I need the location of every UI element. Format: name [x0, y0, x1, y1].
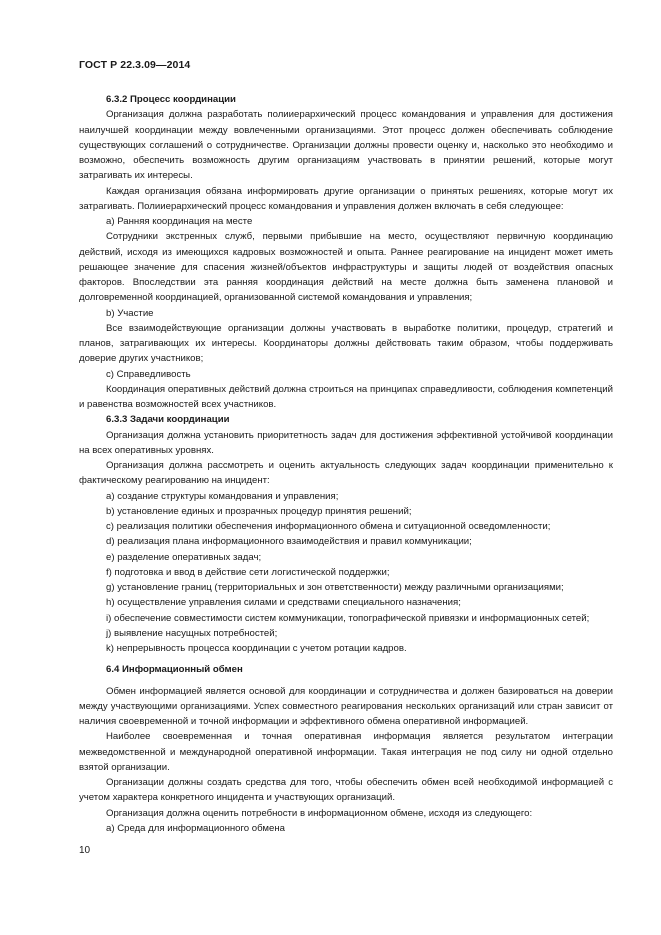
- document-body: [79, 92, 613, 836]
- subitem-title: а) Среда для информационного обмена: [106, 822, 285, 834]
- paragraph: Сотрудники экстренных служб, первыми прибывшие на место, осуществляют первичную координацию действий, исходя из имеющихся кадровых возможностей и опыта. Раннее реагирование на инцидент может иметь решающее значение для спасения жизней/объектов инфраструктуры и защиты людей от воздействия опасных факторов. Впоследствии эта ранняя координация действий на месте должна быть заменена плановой и долговременной координацией, организованной системой командования и управления;: [79, 231, 613, 304]
- section-6-3-3-heading: 6.3.3 Задачи координации: [106, 414, 230, 426]
- document-code: ГОСТ Р 22.3.09—2014: [79, 59, 191, 71]
- list-item: g) установление границ (территориальных и зон ответственности) между различными организациями;: [106, 582, 564, 593]
- list-item: e) разделение оперативных задач;: [106, 551, 262, 563]
- paragraph: Организация должна установить приоритетность задач для достижения эффективной устойчивой координации на всех оперативных уровнях.: [79, 429, 613, 456]
- list-item: c) реализация политики обеспечения информационного обмена и ситуационной осведомленности;: [106, 521, 551, 532]
- page-number: 10: [79, 845, 91, 856]
- subitem-title: а) Ранняя координация на месте: [106, 216, 253, 227]
- paragraph: Обмен информацией является основой для координации и сотрудничества и должен базироваться на доверии между участвующими организациями. Успех совместного реагирования нескольких организаций или стран зависит от наличия своевременной и точной информации и эффективного обмена оперативной информацией.: [79, 685, 613, 727]
- section-6-3-2-heading: 6.3.2 Процесс координации: [106, 94, 236, 105]
- paragraph: Все взаимодействующие организации должны участвовать в выработке политики, процедур, стратегий и планов, затрагивающих их интересы. Координаторы должны действовать таким образом, чтобы поддерживать доверие других участников;: [79, 322, 613, 365]
- paragraph: Организации должны создать средства для того, чтобы обеспечить обмен всей необходимой информацией с учетом характера конкретного инцидента и участвующих организаций.: [79, 777, 613, 804]
- paragraph: Наиболее своевременная и точная оперативная информация является результатом интеграции межведомственной и международной оперативной информации. Такая интеграция не под силу ни одной отдельно взятой организации.: [79, 731, 613, 773]
- paragraph: Организация должна разработать полииерархический процесс командования и управления для достижения наилучшей координации между вовлеченными организациями. Этот процесс должен обеспечивать соблюдение существующих соглашений о сотрудничестве. Организации должны провести оценку и, насколько это необходимо и возможно, обеспечить возможность другим организациям участвовать в принятии решений, которые могут затрагивать их интересы.: [79, 109, 613, 182]
- paragraph: Организация должна оценить потребности в информационном обмене, исходя из следующего:: [106, 807, 533, 819]
- list-item: k) непрерывность процесса координации с учетом ротации кадров.: [106, 643, 407, 654]
- list-item: i) обеспечение совместимости систем коммуникации, топографической привязки и информационных сетей;: [106, 612, 590, 624]
- list-item: j) выявление насущных потребностей;: [106, 627, 278, 639]
- subitem-title: c) Справедливость: [106, 368, 191, 380]
- list-item: a) создание структуры командования и управления;: [106, 490, 339, 502]
- list-item: h) осуществление управления силами и средствами специального назначения;: [106, 597, 461, 609]
- section-6-4-heading: 6.4 Информационный обмен: [106, 664, 243, 676]
- paragraph: Каждая организация обязана информировать другие организации о принятых решениях, которые могут их затрагивать. Полииерархический процесс командования и управления должен включать в себя следующее:: [79, 185, 613, 212]
- list-item: f) подготовка и ввод в действие сети логистической поддержки;: [106, 566, 390, 578]
- list-item: b) установление единых и прозрачных процедур принятия решений;: [106, 505, 412, 517]
- subitem-title: b) Участие: [106, 307, 154, 319]
- paragraph: Организация должна рассмотреть и оценить актуальность следующих задач координации применительно к фактическому реагированию на инцидент:: [79, 460, 613, 487]
- list-item: d) реализация плана информационного взаимодействия и правил коммуникации;: [106, 536, 472, 548]
- paragraph: Координация оперативных действий должна строиться на принципах справедливости, соблюдения компетенций и равенства возможностей всех участников.: [79, 383, 613, 410]
